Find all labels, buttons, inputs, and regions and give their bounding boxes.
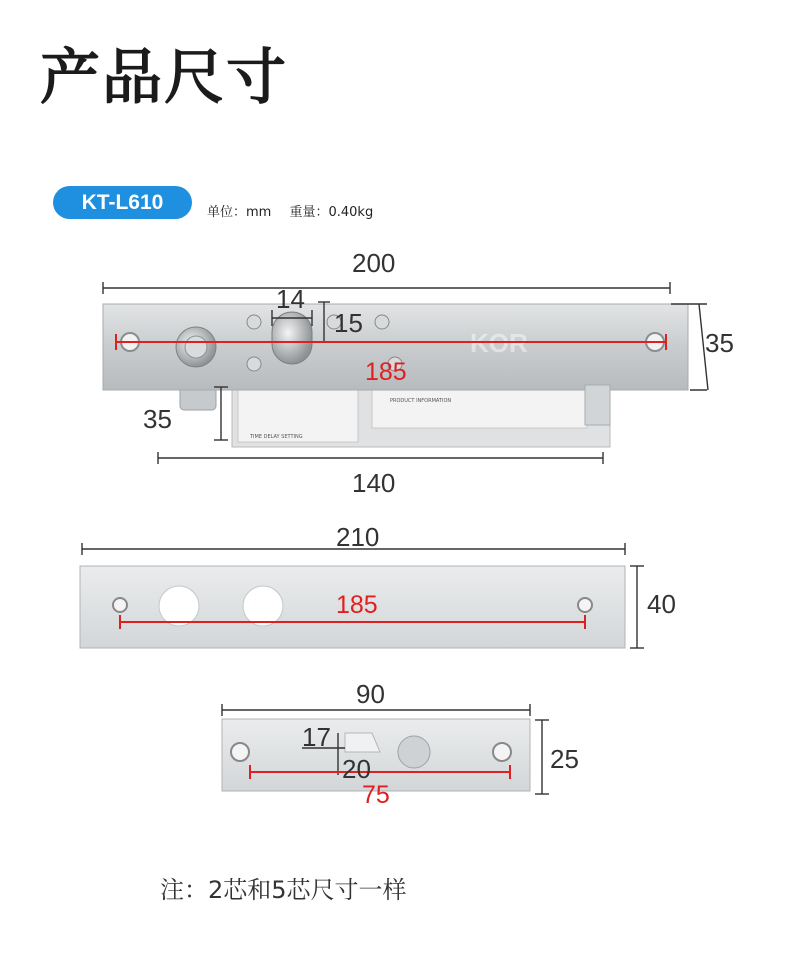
strike-hole-right bbox=[493, 743, 511, 761]
face-plate-hole-right bbox=[578, 598, 592, 612]
face-plate-opening-2 bbox=[243, 586, 283, 626]
weight-label: 重量：0.40kg bbox=[289, 205, 374, 220]
unit-label: 单位：mm bbox=[207, 205, 272, 220]
lock-height-label: 35 bbox=[705, 328, 734, 358]
face-plate-hole-left bbox=[113, 598, 127, 612]
face-plate-center-distance-label: 185 bbox=[336, 591, 378, 619]
strike-center-distance-label: 75 bbox=[362, 781, 390, 809]
label-text-2: TIME DELAY SETTING bbox=[250, 434, 303, 440]
model-badge: KT-L610 bbox=[53, 186, 192, 219]
label-panel-right bbox=[372, 390, 587, 428]
box-depth-label: 35 bbox=[143, 404, 172, 434]
watermark: KOR bbox=[470, 328, 528, 358]
strike-width-label: 90 bbox=[356, 679, 385, 709]
slot-width-label: 17 bbox=[302, 722, 331, 752]
strike-opening bbox=[398, 736, 430, 768]
strike-hole-left bbox=[231, 743, 249, 761]
screw-3 bbox=[375, 315, 389, 329]
sensor-button-center bbox=[185, 336, 207, 358]
bolt-offset-label: 15 bbox=[334, 308, 363, 338]
label-text: PRODUCT INFORMATION bbox=[390, 398, 452, 404]
lock-center-distance-label: 185 bbox=[365, 358, 407, 386]
strike-height-label: 25 bbox=[550, 744, 579, 774]
note-text: 注：2芯和5芯尺寸一样 bbox=[160, 876, 407, 904]
face-plate-width-label: 210 bbox=[336, 522, 380, 552]
screw-1 bbox=[247, 315, 261, 329]
screw-4 bbox=[247, 357, 261, 371]
face-plate-opening-1 bbox=[159, 586, 199, 626]
lock-bolt bbox=[272, 312, 312, 364]
slot-height-label: 20 bbox=[342, 754, 371, 784]
bolt-width-label: 14 bbox=[276, 284, 305, 314]
page-title: 产品尺寸 bbox=[40, 43, 288, 113]
lock-end-cap bbox=[585, 385, 610, 425]
box-length-label: 140 bbox=[352, 468, 396, 498]
face-plate-height-label: 40 bbox=[647, 589, 676, 619]
lock-width-label: 200 bbox=[352, 248, 396, 278]
